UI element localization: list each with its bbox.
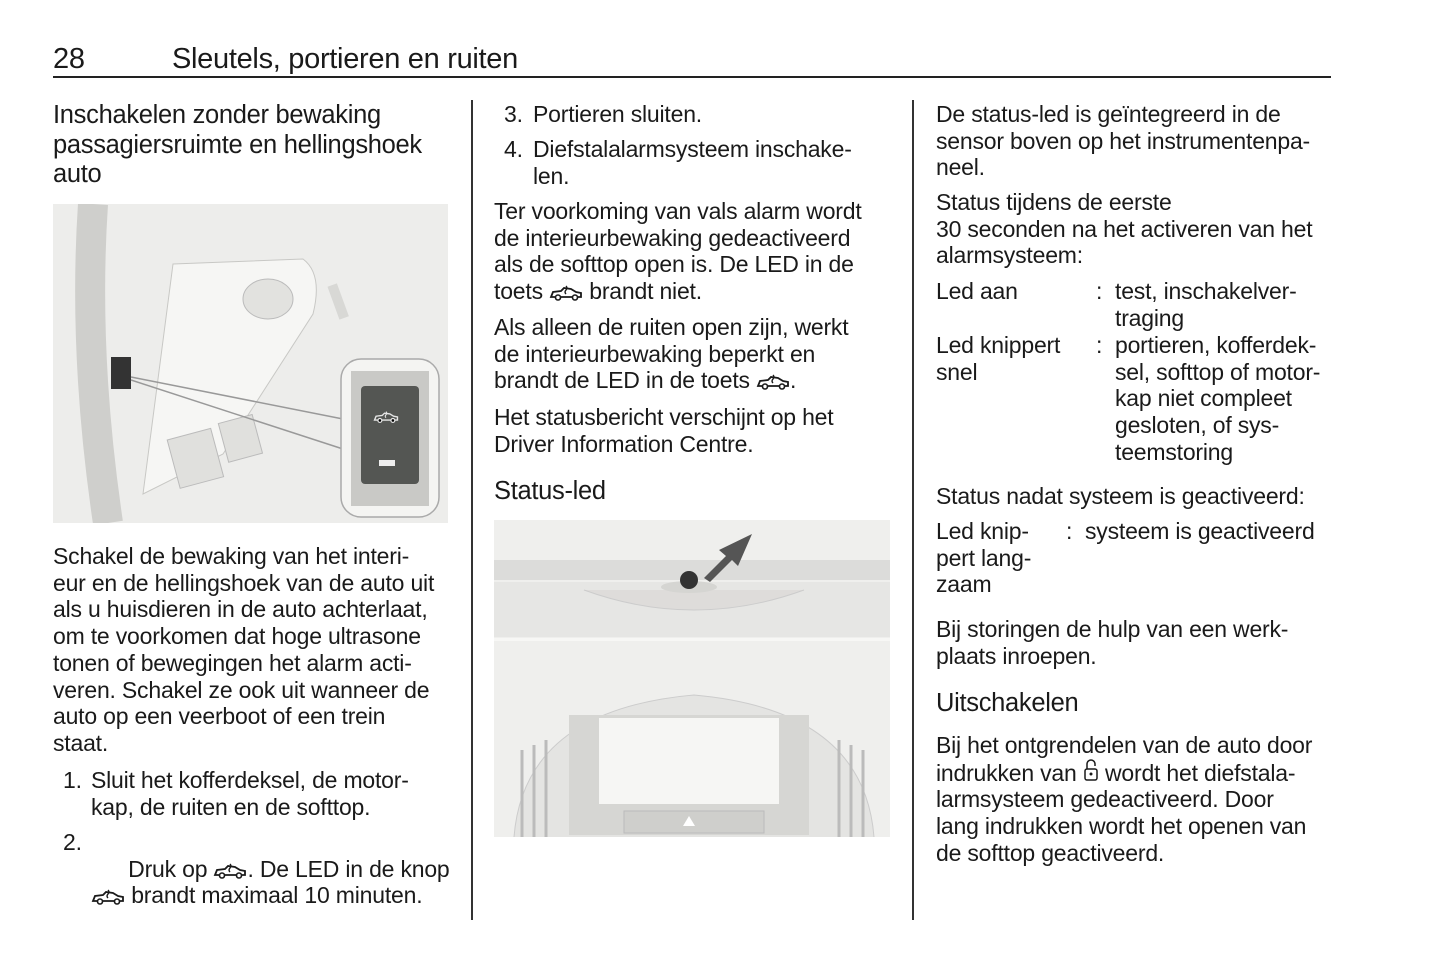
step-text: brandt maximaal 10 minuten. xyxy=(125,882,423,909)
paragraph-text: wordt het diefstala- larmsysteem gedeactiveerd. Door lang indrukken wordt het openen van de softtop geactiveerd. xyxy=(936,759,1307,866)
step-number: 2. xyxy=(63,829,82,856)
status-value: test, inschakelver- traging xyxy=(1115,278,1297,331)
step-text: Druk op xyxy=(128,855,214,882)
windows-open-paragraph xyxy=(494,314,848,394)
status-label: Led knippert snel xyxy=(936,332,1061,385)
paragraph-text: Als alleen de ruiten open zijn, werkt de interieurbewaking beperkt en brandt de LED in de toets xyxy=(494,314,849,394)
unlock-icon xyxy=(1083,759,1099,783)
section-heading: Inschakelen zonder bewaking passagiersruimte en hellingshoek auto xyxy=(53,101,422,188)
status-separator: : xyxy=(1066,518,1073,545)
convertible-alarm-icon xyxy=(549,284,583,302)
step-1 xyxy=(53,767,409,820)
first-30-seconds-paragraph: Status tijdens de eerste 30 seconden na het activeren van het alarmsysteem: xyxy=(936,189,1313,269)
step-text: Portieren sluiten. xyxy=(533,101,702,127)
status-led-figure xyxy=(494,520,890,837)
step-text: Sluit het kofferdeksel, de motor- kap, de ruiten en de softtop. xyxy=(91,767,409,820)
step-number: 4. xyxy=(504,136,523,162)
step-number: 1. xyxy=(63,767,82,794)
after-activation-paragraph: Status nadat systeem is geactiveerd: xyxy=(936,483,1305,510)
step-number: 3. xyxy=(504,101,523,127)
switch-location-figure xyxy=(53,204,448,523)
column-3 xyxy=(936,101,1320,867)
malfunction-paragraph: Bij storingen de hulp van een werk- plaats inroepen. xyxy=(936,616,1289,669)
step-text: Diefstalalarmsysteem inschake- len. xyxy=(533,136,852,189)
column-1 xyxy=(53,101,450,936)
step-text: . De LED in de knop xyxy=(247,855,450,882)
status-value: portieren, kofferdek- sel, softtop of motor- kap niet compleet gesloten, of sys- teemstoring xyxy=(1115,332,1321,465)
paragraph-text: Bij het ontgrendelen van de auto door indrukken van xyxy=(936,732,1313,786)
section-heading: Status-led xyxy=(494,477,606,505)
status-led-paragraph: De status-led is geïntegreerd in de sensor boven op het instrumentenpa- neel. xyxy=(936,101,1311,181)
status-label: Led knip- pert lang- zaam xyxy=(936,518,1032,598)
convertible-alarm-icon xyxy=(756,373,790,391)
convertible-alarm-icon xyxy=(213,862,247,880)
convertible-alarm-icon xyxy=(91,888,125,906)
page-title: Sleutels, portieren en ruiten xyxy=(172,43,518,75)
column-divider xyxy=(471,100,473,920)
status-separator: : xyxy=(1096,278,1103,304)
false-alarm-paragraph xyxy=(494,198,862,305)
paragraph-text: Ter voorkoming van vals alarm wordt de interieurbewaking gedeactiveerd als de softtop open is. De LED in de toets xyxy=(494,198,862,305)
intro-paragraph: Schakel de bewaking van het interi- eur en de hellingshoek van de auto uit als u huisdieren in de auto achterlaat, om te voorkomen dat hoge ultrasone tonen of bewegingen het alarm acti- veren. Schakel ze ook uit wanneer de auto op een veerboot of een trein staat. xyxy=(53,543,435,756)
status-table-initial xyxy=(936,278,1320,466)
status-label: Led aan xyxy=(936,278,1018,304)
column-2 xyxy=(494,101,890,837)
status-message-paragraph: Het statusbericht verschijnt op het Driver Information Centre. xyxy=(494,404,834,457)
step-3 xyxy=(494,101,702,128)
step-2 xyxy=(53,829,450,936)
status-table-activated xyxy=(936,518,1315,598)
paragraph-text: brandt niet. xyxy=(583,278,702,305)
page-number: 28 xyxy=(53,43,85,75)
status-separator: : xyxy=(1096,332,1103,358)
step-4 xyxy=(494,136,852,189)
paragraph-text: . xyxy=(790,367,797,394)
status-value: systeem is geactiveerd xyxy=(1085,518,1315,545)
section-heading: Uitschakelen xyxy=(936,689,1079,718)
column-divider xyxy=(912,100,914,920)
deactivate-paragraph xyxy=(936,732,1312,867)
header-rule xyxy=(53,76,1331,78)
